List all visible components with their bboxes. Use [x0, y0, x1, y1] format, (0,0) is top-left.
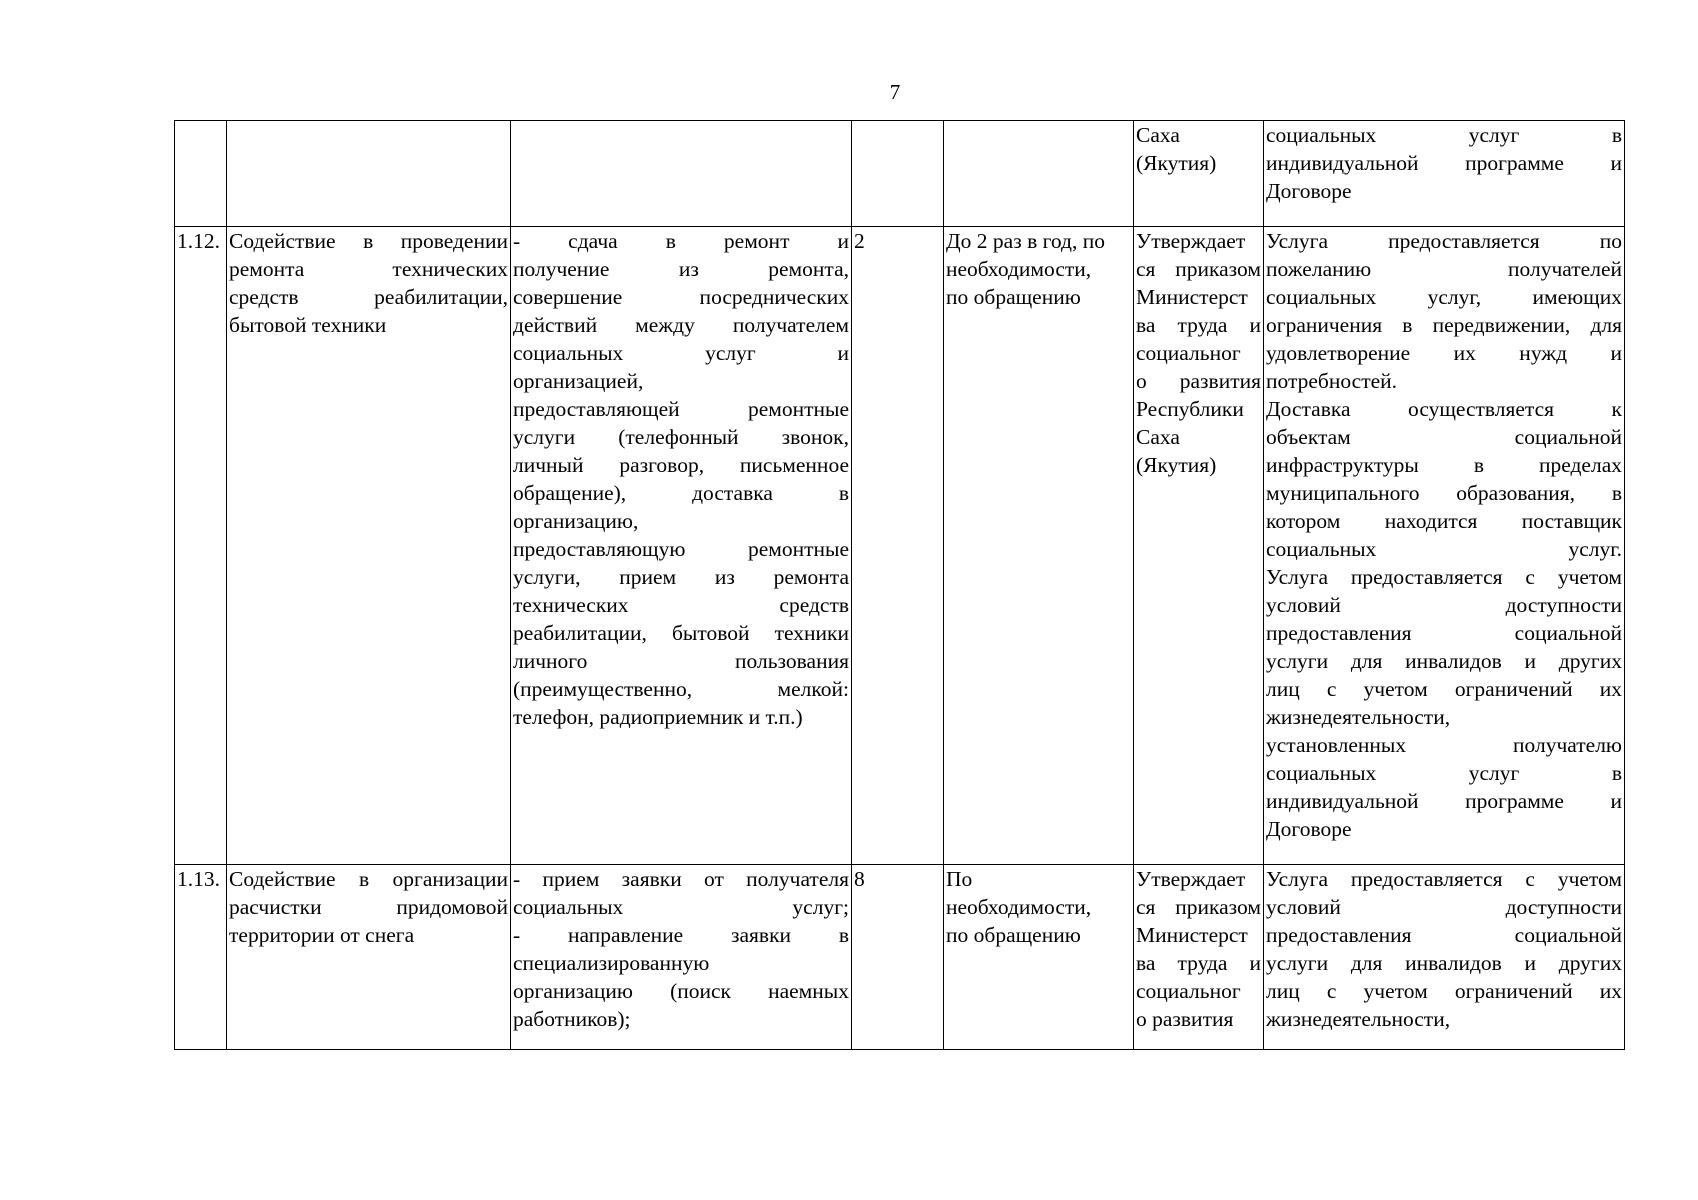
cell-service-content	[511, 865, 852, 1050]
cell-line: услуги (телефонный звонок,	[513, 425, 849, 449]
cell-line: социальных услуг в	[1266, 761, 1622, 785]
cell-line: (Якутия)	[1136, 151, 1217, 175]
cell-line: лиц с учетом ограничений их	[1266, 677, 1622, 701]
cell-line: специализированную	[513, 951, 710, 975]
cell-tariff	[1134, 227, 1264, 865]
cell-line: Договоре	[1266, 179, 1352, 203]
cell-line: - прием заявки от получателя	[513, 867, 849, 891]
cell-line: Доставка осуществляется к	[1266, 397, 1622, 421]
cell-line: условий доступности	[1266, 593, 1622, 617]
cell-line: пожеланию получателей	[1266, 257, 1622, 281]
cell-line: социальных услуг.	[1266, 537, 1622, 561]
cell-number: 1.13.	[175, 865, 227, 1050]
cell-line: предоставления социальной	[1266, 621, 1622, 645]
cell-line: необходимости,	[946, 895, 1092, 919]
cell-number	[175, 121, 227, 227]
cell-line: организацию (поиск наемных	[513, 979, 849, 1003]
cell-volume: 2	[852, 227, 944, 865]
cell-service-content	[511, 227, 852, 865]
cell-line: социальных услуг и	[513, 341, 849, 365]
cell-line: До 2 раз в год, по	[946, 229, 1105, 253]
cell-line: - направление заявки в	[513, 923, 849, 947]
table-row	[175, 865, 1625, 1050]
page-number: 7	[889, 80, 901, 104]
cell-line: Содействие в проведении	[229, 229, 508, 253]
cell-tariff	[1134, 121, 1264, 227]
cell-line: расчистки придомовой	[229, 895, 508, 919]
cell-line: совершение посреднических	[513, 285, 849, 309]
cell-line: жизнедеятельности,	[1266, 1007, 1451, 1031]
cell-line: Услуга предоставляется с учетом	[1266, 565, 1622, 589]
cell-terms	[1264, 227, 1625, 865]
cell-line: предоставляющей ремонтные	[513, 397, 849, 421]
cell-service-name	[227, 865, 511, 1050]
cell-line: бытовой техники	[229, 313, 387, 337]
cell-line: Республики	[1136, 397, 1244, 421]
cell-line: технических средств	[513, 593, 849, 617]
cell-line: Услуга предоставляется с учетом	[1266, 867, 1622, 891]
cell-line: предоставляющую ремонтные	[513, 537, 849, 561]
cell-line: Утверждает	[1136, 229, 1246, 253]
cell-line: Утверждает	[1136, 867, 1246, 891]
cell-line: ремонта технических	[229, 257, 508, 281]
cell-line: социальног	[1136, 979, 1241, 1003]
cell-line: индивидуальной программе и	[1266, 789, 1622, 813]
cell-line: предоставления социальной	[1266, 923, 1622, 947]
table-row	[175, 121, 1625, 227]
cell-line: социальных услуг, имеющих	[1266, 285, 1622, 309]
cell-line: организацию,	[513, 509, 639, 533]
cell-line: обращение), доставка в	[513, 481, 849, 505]
cell-line: территории от снега	[229, 923, 415, 947]
cell-line: социальных услуг в	[1266, 123, 1622, 147]
cell-service-name	[227, 227, 511, 865]
cell-period	[944, 227, 1134, 865]
cell-line: услуги для инвалидов и других	[1266, 951, 1622, 975]
cell-tariff	[1134, 865, 1264, 1050]
cell-line: ся приказом	[1136, 895, 1261, 919]
services-table	[174, 120, 1625, 1050]
cell-line: личный разговор, письменное	[513, 453, 849, 477]
cell-line: индивидуальной программе и	[1266, 151, 1622, 175]
cell-line: о развития	[1136, 369, 1261, 393]
cell-line: (Якутия)	[1136, 453, 1217, 477]
cell-number: 1.12.	[175, 227, 227, 865]
cell-line: Содействие в организации	[229, 867, 508, 891]
cell-line: Министерст	[1136, 285, 1248, 309]
cell-line: получение из ремонта,	[513, 257, 849, 281]
cell-line: инфраструктуры в пределах	[1266, 453, 1622, 477]
cell-line: Саха	[1136, 123, 1180, 147]
cell-line: о развития	[1136, 1007, 1234, 1031]
table-row	[175, 227, 1625, 865]
cell-service-name	[227, 121, 511, 227]
cell-service-content	[511, 121, 852, 227]
cell-line: действий между получателем	[513, 313, 849, 337]
cell-line: телефон, радиоприемник и т.п.)	[513, 705, 803, 729]
cell-volume	[852, 121, 944, 227]
cell-line: ся приказом	[1136, 257, 1261, 281]
cell-line: организацией,	[513, 369, 644, 393]
cell-line: по обращению	[946, 285, 1081, 309]
cell-line: По	[946, 867, 973, 891]
cell-line: средств реабилитации,	[229, 285, 508, 309]
cell-line: услуги, прием из ремонта	[513, 565, 849, 589]
cell-line: социальног	[1136, 341, 1241, 365]
cell-period	[944, 865, 1134, 1050]
cell-line: муниципального образования, в	[1266, 481, 1622, 505]
cell-line: работников);	[513, 1007, 631, 1031]
cell-line: Договоре	[1266, 817, 1352, 841]
cell-line: личного пользования	[513, 649, 849, 673]
cell-line: Услуга предоставляется по	[1266, 229, 1622, 253]
cell-line: реабилитации, бытовой техники	[513, 621, 849, 645]
cell-line: Саха	[1136, 425, 1180, 449]
cell-terms	[1264, 121, 1625, 227]
cell-line: удовлетворение их нужд и	[1266, 341, 1622, 365]
cell-line: ва труда и	[1136, 313, 1261, 337]
cell-line: лиц с учетом ограничений их	[1266, 979, 1622, 1003]
cell-line: по обращению	[946, 923, 1081, 947]
cell-line: услуги для инвалидов и других	[1266, 649, 1622, 673]
cell-line: социальных услуг;	[513, 895, 849, 919]
cell-line: необходимости,	[946, 257, 1092, 281]
cell-line: потребностей.	[1266, 369, 1398, 393]
cell-line: - сдача в ремонт и	[513, 229, 849, 253]
cell-line: объектам социальной	[1266, 425, 1622, 449]
cell-line: установленных получателю	[1266, 733, 1622, 757]
cell-line: жизнедеятельности,	[1266, 705, 1451, 729]
cell-line: условий доступности	[1266, 895, 1622, 919]
cell-line: ва труда и	[1136, 951, 1261, 975]
cell-period	[944, 121, 1134, 227]
cell-line: котором находится поставщик	[1266, 509, 1622, 533]
cell-line: (преимущественно, мелкой:	[513, 677, 849, 701]
cell-terms	[1264, 865, 1625, 1050]
cell-line: ограничения в передвижении, для	[1266, 313, 1622, 337]
cell-line: Министерст	[1136, 923, 1248, 947]
cell-volume: 8	[852, 865, 944, 1050]
